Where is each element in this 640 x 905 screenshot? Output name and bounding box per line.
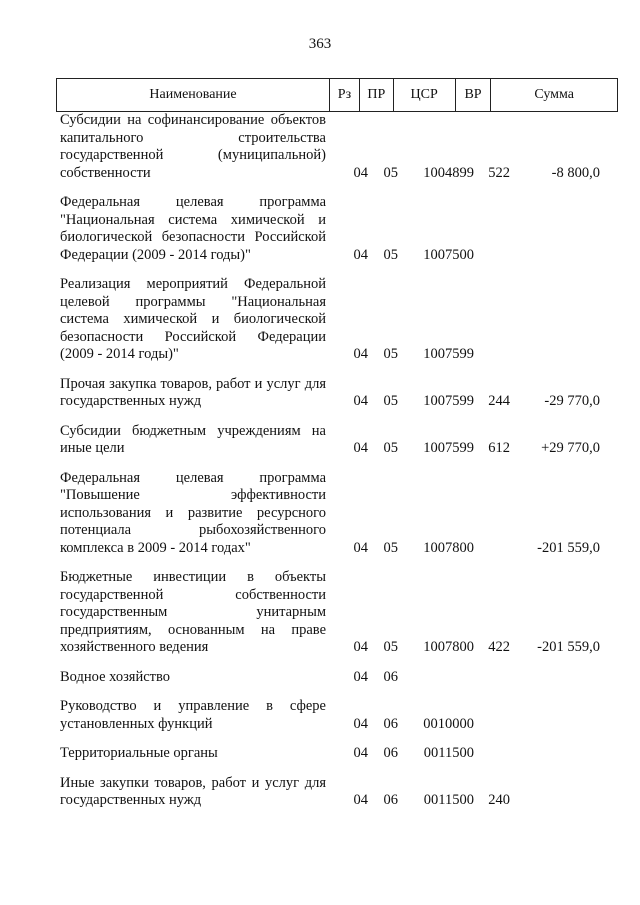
- row-pr: 05: [383, 246, 398, 263]
- row-rz: 04: [353, 668, 368, 685]
- row-vr: 240: [488, 792, 510, 808]
- row-name: Субсидии на софинансирование объектов капитального строительства государственной (муниципальной) собственности: [60, 112, 326, 181]
- table-row: [60, 276, 600, 364]
- row-vr: 244: [488, 393, 510, 409]
- row-rz: 04: [353, 715, 368, 732]
- row-pr: 06: [383, 792, 398, 808]
- row-name: Бюджетные инвестиции в объекты государственной собственности государственным унитарным предприятиям, основанным на праве хозяйственного ведения: [60, 569, 326, 655]
- row-pr: 05: [383, 346, 398, 362]
- row-vr: 522: [488, 164, 510, 181]
- table-row: [60, 669, 600, 687]
- row-csr: 1007599: [423, 440, 474, 456]
- row-rz: 04: [353, 346, 368, 362]
- row-name: Водное хозяйство: [60, 668, 171, 685]
- row-pr: 05: [383, 539, 398, 556]
- row-vr: 612: [488, 440, 510, 456]
- row-name: Прочая закупка товаров, работ и услуг для государственных нужд: [60, 375, 326, 409]
- table-row: [60, 194, 600, 264]
- row-csr: 1004899: [423, 164, 474, 181]
- row-sum: -201 559,0: [537, 539, 600, 556]
- row-name: Руководство и управление в сфере установленных функций: [60, 698, 326, 732]
- row-pr: 06: [383, 715, 398, 732]
- row-pr: 05: [383, 164, 398, 181]
- row-csr: 1007599: [423, 393, 474, 409]
- row-rz: 04: [353, 393, 368, 409]
- header-rz: Рз: [330, 79, 360, 111]
- header-vr: ВР: [456, 79, 492, 111]
- row-csr: 0010000: [423, 715, 474, 732]
- row-sum: -29 770,0: [544, 393, 600, 409]
- row-name: Федеральная целевая программа "Повышение эффективности использования и развитие ресурсного потенциала рыбохозяйственного комплекса в 2009 - 2014 годах": [60, 469, 326, 556]
- table-header: [56, 78, 618, 112]
- row-rz: 04: [353, 745, 368, 761]
- row-rz: 04: [353, 639, 368, 655]
- table-row: [60, 745, 600, 763]
- row-pr: 06: [383, 745, 398, 761]
- header-pr: ПР: [360, 79, 394, 111]
- table-row: [60, 112, 600, 182]
- header-csr: ЦСР: [394, 79, 456, 111]
- row-rz: 04: [353, 792, 368, 808]
- row-vr: 422: [488, 639, 510, 655]
- table-row: [60, 775, 600, 810]
- row-pr: 05: [383, 393, 398, 409]
- row-csr: 0011500: [423, 745, 474, 761]
- header-name: Наименование: [57, 79, 330, 111]
- row-pr: 05: [383, 639, 398, 655]
- page-number: 363: [308, 36, 332, 52]
- table-row: [60, 698, 600, 733]
- row-name: Субсидии бюджетным учреждениям на иные цели: [60, 422, 326, 456]
- table-row: [60, 376, 600, 411]
- row-sum: +29 770,0: [541, 440, 600, 456]
- row-rz: 04: [353, 440, 368, 456]
- table-body: [60, 112, 600, 822]
- row-csr: 1007500: [423, 246, 474, 263]
- table-row: [60, 423, 600, 458]
- row-pr: 06: [383, 668, 398, 685]
- row-name: Территориальные органы: [60, 745, 218, 761]
- table-row: [60, 569, 600, 657]
- table-row: [60, 470, 600, 558]
- row-csr: 1007599: [423, 346, 474, 362]
- row-csr: 0011500: [423, 792, 474, 808]
- row-rz: 04: [353, 164, 368, 181]
- row-rz: 04: [353, 539, 368, 556]
- row-name: Иные закупки товаров, работ и услуг для государственных нужд: [60, 774, 326, 808]
- row-sum: -8 800,0: [551, 164, 600, 181]
- row-csr: 1007800: [423, 639, 474, 655]
- row-pr: 05: [383, 440, 398, 456]
- header-sum: Сумма: [534, 87, 575, 102]
- row-sum: -201 559,0: [537, 639, 600, 655]
- row-name: Реализация мероприятий Федеральной целевой программы "Национальная система химической и биологической безопасности Российской Федерации (2009 - 2014 годы)": [60, 276, 326, 362]
- row-rz: 04: [353, 246, 368, 263]
- row-name: Федеральная целевая программа "Национальная система химической и биологической безопасности Российской Федерации (2009 - 2014 годы)": [60, 194, 326, 263]
- row-csr: 1007800: [423, 539, 474, 556]
